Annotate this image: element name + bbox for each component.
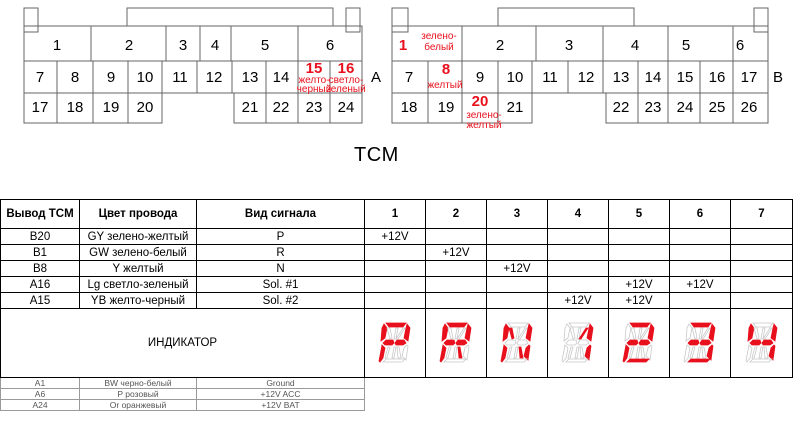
pin-label-b: 12 — [577, 69, 595, 86]
latch-tab — [754, 8, 768, 32]
pin-label-a: 17 — [31, 99, 49, 116]
segment-a — [753, 323, 773, 327]
segment-h — [387, 328, 392, 339]
pin-label-a: 6 — [325, 37, 335, 54]
segment-g2 — [456, 340, 467, 345]
value-cell — [548, 261, 609, 277]
value-cell — [487, 277, 548, 293]
header-pos-7: 7 — [731, 200, 793, 229]
pin-label-a-highlight: 15 — [305, 60, 323, 77]
value-cell — [670, 293, 731, 309]
segment-f — [625, 324, 631, 341]
value-cell — [731, 277, 793, 293]
table-row — [1, 293, 793, 309]
value-cell — [426, 229, 487, 245]
segment-g1 — [627, 340, 638, 345]
connector-a-label: A — [370, 69, 382, 86]
wire-color-cell: YB желто-черный — [80, 293, 197, 309]
value-cell — [731, 293, 793, 309]
pin-label-a: 8 — [70, 69, 80, 86]
segment-n — [458, 347, 462, 358]
header-signal: Вид сигнала — [197, 200, 365, 229]
segment-e — [746, 345, 752, 362]
pin-label-b: 5 — [681, 37, 691, 54]
segment-a — [569, 323, 589, 327]
pin-label-b: 13 — [612, 69, 630, 86]
segment-f — [503, 324, 509, 341]
value-cell — [609, 245, 670, 261]
pin-label-a: 2 — [124, 37, 134, 54]
segment-l — [629, 347, 634, 358]
connector-pinout-svg — [0, 0, 800, 200]
segment-b — [771, 324, 777, 341]
signal-cell: Ground — [197, 378, 365, 389]
header-pos-4: 4 — [548, 200, 609, 229]
segment-d — [688, 359, 710, 362]
segment-display-n — [497, 320, 537, 366]
latch-bridge — [127, 8, 333, 26]
pin-label-b: 23 — [644, 99, 662, 116]
segment-e — [562, 345, 568, 362]
pin-label-b: 11 — [542, 69, 558, 86]
pin-cell: B8 — [1, 261, 80, 277]
segment-h — [754, 328, 759, 339]
power-row — [1, 400, 793, 411]
header-pin: Вывод TCM — [1, 200, 80, 229]
header-pos-1: 1 — [365, 200, 426, 229]
segment-n — [519, 347, 523, 358]
segment-m — [759, 347, 763, 358]
pin-label-a: 10 — [136, 69, 154, 86]
tcm-title: TCM — [354, 144, 399, 166]
value-cell — [426, 277, 487, 293]
value-cell — [426, 293, 487, 309]
table-header-row — [1, 200, 793, 229]
segment-display-2 — [619, 320, 659, 366]
pin-label-a: 13 — [241, 69, 259, 86]
pin-label-a: 21 — [241, 99, 259, 116]
wire-note-b8: желтый — [427, 80, 463, 91]
header-pos-6: 6 — [670, 200, 731, 229]
pin-label-b: 15 — [676, 69, 694, 86]
header-wire-color: Цвет провода — [80, 200, 197, 229]
segment-display-p — [375, 320, 415, 366]
wire-note-b1: зелено- — [421, 31, 457, 42]
segment-b — [587, 324, 593, 341]
segment-e — [623, 345, 629, 362]
indicator-cell-1 — [365, 309, 426, 378]
pin-label-a: 20 — [136, 99, 154, 116]
segment-c — [707, 345, 713, 360]
segment-display-3 — [680, 320, 720, 366]
value-cell — [609, 229, 670, 245]
segment-n — [397, 347, 401, 358]
pin-label-b-highlight: 8 — [441, 61, 451, 78]
connector-b-label: B — [772, 69, 784, 86]
value-cell: +12V — [487, 261, 548, 277]
segment-g2 — [517, 340, 528, 345]
blank-cell — [365, 389, 793, 400]
indicator-cell-2 — [426, 309, 487, 378]
segment-f — [748, 324, 754, 341]
value-cell: +12V — [365, 229, 426, 245]
pin-label-a-highlight: 16 — [337, 60, 355, 77]
pin-cell: A6 — [1, 389, 80, 400]
blank-cell — [365, 400, 793, 411]
value-cell — [365, 245, 426, 261]
segment-c — [402, 345, 408, 360]
pin-label-b-highlight: 20 — [471, 93, 489, 110]
segment-m — [453, 347, 457, 358]
table-row — [1, 229, 793, 245]
value-cell — [548, 245, 609, 261]
signal-cell: +12V BAT — [197, 400, 365, 411]
segment-g2 — [700, 340, 711, 345]
segment-n — [580, 347, 584, 358]
pin-label-b: 3 — [564, 37, 574, 54]
segment-m — [636, 347, 640, 358]
value-cell — [670, 261, 731, 277]
pin-cell: A15 — [1, 293, 80, 309]
segment-d — [505, 359, 527, 362]
segment-e — [501, 345, 507, 362]
segment-f — [686, 324, 692, 341]
pin-label-b: 26 — [740, 99, 758, 116]
pin-cell: A24 — [1, 400, 80, 411]
value-cell — [426, 261, 487, 277]
pin-label-b-highlight: 1 — [398, 37, 408, 54]
segment-d — [383, 359, 405, 362]
table-row — [1, 261, 793, 277]
pin-label-a: 23 — [305, 99, 323, 116]
blank-cell — [365, 378, 793, 389]
wire-note-16: светло- — [328, 75, 364, 86]
pin-label-a: 5 — [260, 37, 270, 54]
segment-c — [524, 345, 530, 360]
indicator-cell-7 — [731, 309, 793, 378]
segment-c — [769, 345, 775, 360]
pin-label-b: 22 — [612, 99, 630, 116]
pin-label-b: 10 — [506, 69, 524, 86]
indicator-row — [1, 309, 793, 378]
pin-cell: A16 — [1, 277, 80, 293]
wire-color-cell: Y желтый — [80, 261, 197, 277]
segment-m — [575, 347, 579, 358]
pin-label-a: 11 — [172, 69, 188, 86]
segment-h — [509, 328, 514, 339]
pin-label-b: 6 — [735, 37, 745, 54]
wire-note-15: желто- — [298, 75, 330, 86]
segment-a — [508, 323, 528, 327]
value-cell — [670, 245, 731, 261]
segment-h — [692, 328, 697, 339]
segment-g1 — [688, 340, 699, 345]
wire-color-cell: BW черно-белый — [80, 378, 197, 389]
pin-label-a: 14 — [272, 69, 290, 86]
segment-g2 — [395, 340, 406, 345]
segment-f — [442, 324, 448, 341]
pin-label-a: 19 — [102, 99, 120, 116]
pin-label-b: 9 — [475, 69, 485, 86]
segment-f — [381, 324, 387, 341]
value-cell — [548, 277, 609, 293]
value-cell — [487, 293, 548, 309]
indicator-label: ИНДИКАТОР — [1, 309, 365, 378]
segment-c — [646, 345, 652, 360]
signal-cell: N — [197, 261, 365, 277]
segment-g1 — [505, 340, 516, 345]
segment-g2 — [578, 340, 589, 345]
indicator-cell-5 — [609, 309, 670, 378]
wire-note-15: черный — [296, 84, 332, 95]
segment-l — [752, 347, 757, 358]
indicator-cell-3 — [487, 309, 548, 378]
segment-n — [764, 347, 768, 358]
segment-display-1 — [558, 320, 598, 366]
latch-bridge — [498, 8, 634, 26]
pin-cell: A1 — [1, 378, 80, 389]
pin-label-a: 12 — [205, 69, 223, 86]
pin-label-a: 7 — [35, 69, 45, 86]
segment-b — [648, 324, 654, 341]
value-cell: +12V — [548, 293, 609, 309]
table-row — [1, 277, 793, 293]
indicator-cell-4 — [548, 309, 609, 378]
value-cell: +12V — [609, 277, 670, 293]
pin-label-b: 14 — [644, 69, 662, 86]
segment-h — [448, 328, 453, 339]
signal-cell: P — [197, 229, 365, 245]
segment-l — [446, 347, 451, 358]
pin-label-a: 9 — [106, 69, 116, 86]
segment-b — [404, 324, 410, 341]
header-pos-2: 2 — [426, 200, 487, 229]
segment-n — [641, 347, 645, 358]
value-cell — [365, 293, 426, 309]
segment-g1 — [750, 340, 761, 345]
latch-tab — [346, 8, 360, 32]
segment-c — [463, 345, 469, 360]
value-cell: +12V — [609, 293, 670, 309]
segment-b — [709, 324, 715, 341]
pin-label-b: 4 — [630, 37, 640, 54]
pin-label-b: 19 — [437, 99, 455, 116]
segment-l — [568, 347, 573, 358]
value-cell — [731, 229, 793, 245]
pin-label-b: 16 — [708, 69, 726, 86]
value-cell — [487, 229, 548, 245]
segment-g1 — [444, 340, 455, 345]
signal-table — [0, 199, 793, 411]
pin-label-b: 21 — [506, 99, 524, 116]
segment-b — [526, 324, 532, 341]
power-row — [1, 378, 793, 389]
value-cell — [670, 229, 731, 245]
wire-color-cell: Or оранжевый — [80, 400, 197, 411]
pin-cell: B20 — [1, 229, 80, 245]
segment-h — [631, 328, 636, 339]
segment-d — [566, 359, 588, 362]
segment-display-r — [436, 320, 476, 366]
value-cell — [731, 245, 793, 261]
segment-g2 — [639, 340, 650, 345]
value-cell — [365, 277, 426, 293]
wire-note-b20: желтый — [466, 120, 502, 131]
table-row — [1, 245, 793, 261]
segment-a — [691, 323, 711, 327]
pin-label-a: 4 — [210, 37, 220, 54]
pin-label-a: 24 — [337, 99, 355, 116]
value-cell — [609, 261, 670, 277]
pin-label-b: 24 — [676, 99, 694, 116]
segment-n — [702, 347, 706, 358]
segment-g2 — [762, 340, 773, 345]
segment-display-4 — [742, 320, 782, 366]
segment-g1 — [566, 340, 577, 345]
segment-c — [585, 345, 591, 360]
segment-l — [690, 347, 695, 358]
value-cell — [731, 261, 793, 277]
signal-cell: Sol. #1 — [197, 277, 365, 293]
segment-e — [440, 345, 446, 362]
wire-color-cell: P розовый — [80, 389, 197, 400]
power-row — [1, 389, 793, 400]
pin-label-b: 25 — [708, 99, 726, 116]
segment-b — [465, 324, 471, 341]
signal-cell: Sol. #2 — [197, 293, 365, 309]
value-cell: +12V — [426, 245, 487, 261]
signal-cell: R — [197, 245, 365, 261]
segment-l — [385, 347, 390, 358]
wire-note-b20: зелено- — [466, 110, 502, 121]
segment-m — [697, 347, 701, 358]
segment-d — [750, 359, 772, 362]
segment-a — [447, 323, 467, 327]
latch-tab — [392, 8, 408, 32]
value-cell — [548, 229, 609, 245]
latch-tab — [24, 8, 38, 32]
value-cell — [487, 245, 548, 261]
segment-a — [386, 323, 406, 327]
segment-d — [627, 359, 649, 362]
segment-e — [379, 345, 385, 362]
pin-label-a: 3 — [178, 37, 188, 54]
wire-note-16: зеленый — [326, 84, 366, 95]
segment-a — [630, 323, 650, 327]
connector-diagram — [0, 0, 800, 200]
value-cell: +12V — [670, 277, 731, 293]
segment-g1 — [383, 340, 394, 345]
wire-color-cell: GW зелено-белый — [80, 245, 197, 261]
header-pos-3: 3 — [487, 200, 548, 229]
value-cell — [365, 261, 426, 277]
segment-h — [570, 328, 575, 339]
pin-label-a: 1 — [52, 37, 62, 54]
pin-label-a: 18 — [66, 99, 84, 116]
pin-cell: B1 — [1, 245, 80, 261]
pin-label-b: 18 — [400, 99, 418, 116]
segment-m — [392, 347, 396, 358]
segment-m — [514, 347, 518, 358]
segment-e — [684, 345, 690, 362]
header-pos-5: 5 — [609, 200, 670, 229]
pin-label-b: 7 — [404, 69, 414, 86]
segment-l — [507, 347, 512, 358]
wire-note-b1: белый — [424, 42, 454, 53]
pin-label-b: 2 — [495, 37, 505, 54]
wire-color-cell: Lg светло-зеленый — [80, 277, 197, 293]
segment-d — [444, 359, 466, 362]
indicator-cell-6 — [670, 309, 731, 378]
wire-color-cell: GY зелено-желтый — [80, 229, 197, 245]
segment-f — [564, 324, 570, 341]
signal-cell: +12V ACC — [197, 389, 365, 400]
pin-label-b: 17 — [740, 69, 758, 86]
pin-label-a: 22 — [272, 99, 290, 116]
